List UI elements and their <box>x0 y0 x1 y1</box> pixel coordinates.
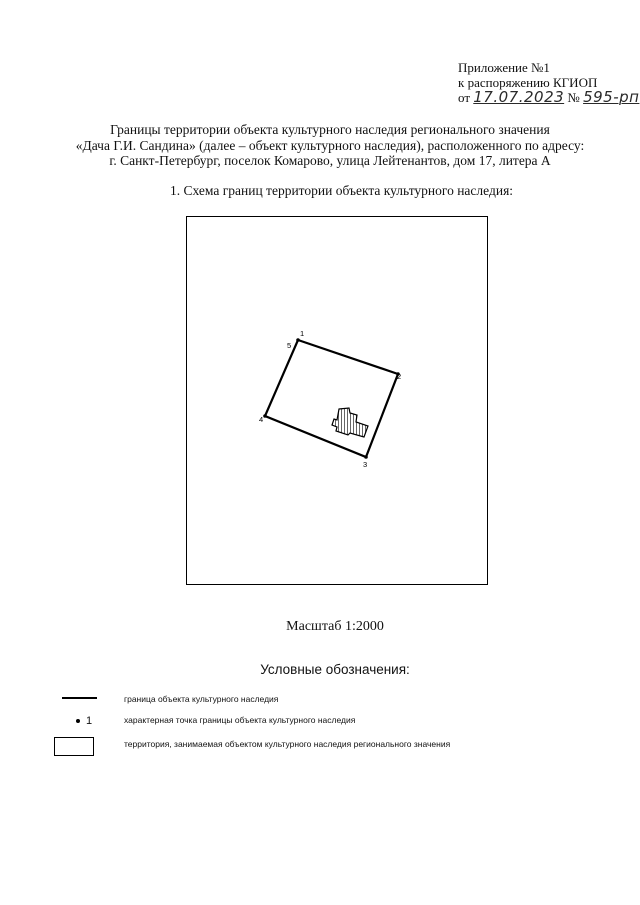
order-number: 595-рп <box>583 88 640 106</box>
document-title <box>60 122 600 169</box>
appendix-subtitle: к распоряжению КГИОП <box>458 75 598 90</box>
point-label-2: 2 <box>397 372 402 381</box>
legend-boundary-label: граница объекта культурного наследия <box>124 694 279 704</box>
map-scale: Масштаб 1:2000 <box>286 619 384 634</box>
boundary-point-4 <box>263 414 267 418</box>
map-drawing <box>187 217 489 586</box>
date-prefix: от <box>458 90 471 105</box>
title-line-2: «Дача Г.И. Сандина» (далее – объект культурного наследия), расположенного по адресу: <box>75 137 585 153</box>
legend-title: Условные обозначения: <box>260 662 410 677</box>
territory-points <box>263 338 400 459</box>
territory-boundary <box>265 340 398 457</box>
point-label-1: 1 <box>300 329 305 338</box>
legend-point-label: характерная точка границы объекта культурного наследия <box>124 715 356 725</box>
appendix-title: Приложение №1 <box>458 60 550 75</box>
appendix-date-line <box>458 90 639 105</box>
legend-territory-label: территория, занимаемая объектом культурного наследия регионального значения <box>124 739 451 749</box>
point-label-4: 4 <box>259 415 264 424</box>
boundary-scheme-map <box>186 216 488 585</box>
legend-point-symbol <box>76 715 92 727</box>
title-line-1: Границы территории объекта культурного наследия регионального значения <box>110 122 550 137</box>
appendix-header <box>458 60 639 105</box>
legend-territory-symbol <box>54 737 94 756</box>
legend-boundary-symbol <box>62 697 97 699</box>
section-heading: 1. Схема границ территории объекта культурного наследия: <box>170 183 514 198</box>
order-date: 17.07.2023 <box>473 88 565 106</box>
title-line-3: г. Санкт-Петербург, поселок Комарово, улица Лейтенантов, дом 17, литера А <box>109 153 551 168</box>
boundary-point-3 <box>364 455 368 459</box>
heritage-building-footprint <box>332 408 368 437</box>
boundary-point-1 <box>296 338 300 342</box>
legend-point-number: 1 <box>86 715 93 727</box>
point-label-3: 3 <box>363 460 368 469</box>
point-label-5: 5 <box>287 341 292 350</box>
point-dot-icon <box>76 719 80 723</box>
number-prefix: № <box>567 90 580 105</box>
